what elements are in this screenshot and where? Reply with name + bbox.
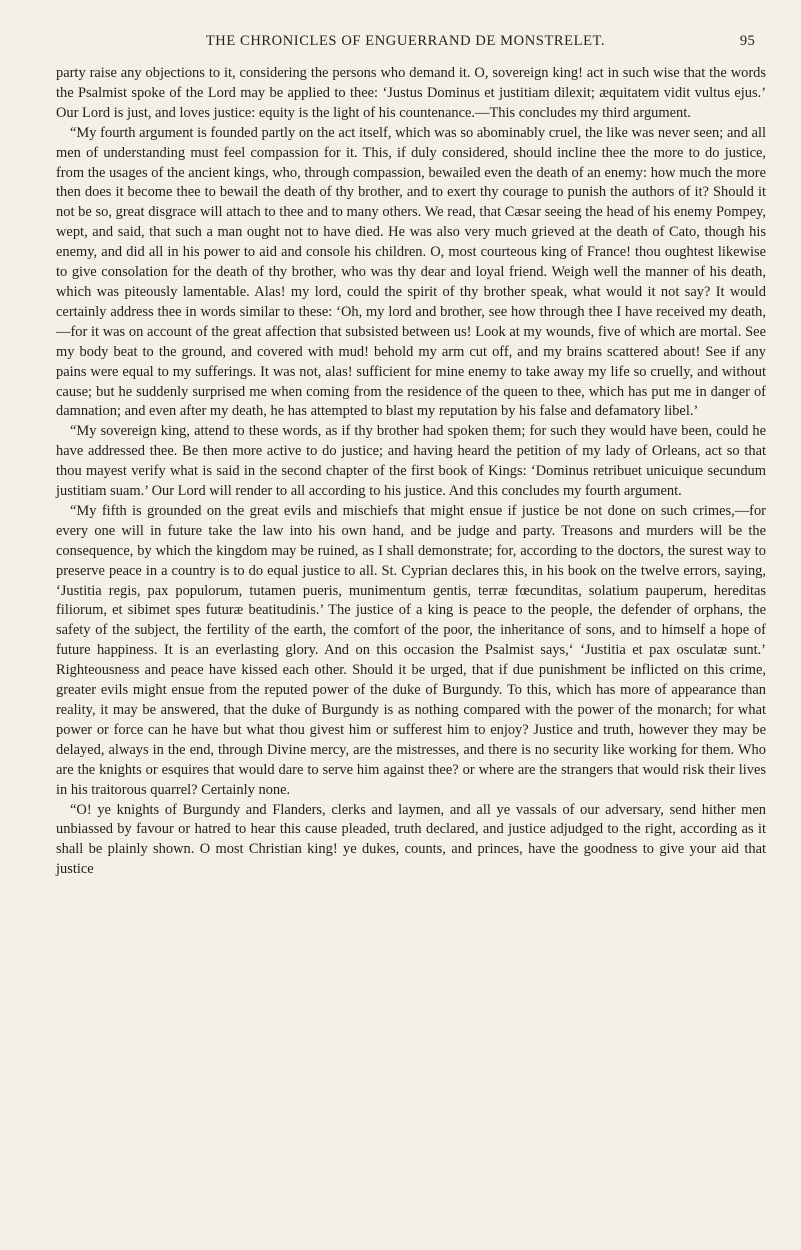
page-number: 95: [739, 33, 755, 49]
paragraph-5: “O! ye knights of Burgundy and Flanders, clerks and laymen, and all ye vassals of our adversary, send hither men unbiassed by favour or hatred to hear this cause pleaded, truth declared, and justice adjudged to the right, according as it shall be plainly shown. O most Christian king! ye dukes, counts, and princes, have the goodness to give your aid that justice: [56, 801, 766, 878]
paragraph-4: “My fifth is grounded on the great evils and mischiefs that might ensue if justice be not done on such crimes,—for every one will in future take the law into his own hand, and be judge and party. Treasons and murders will be the consequence, by which the kingdom may be ruined, as I shall demonstrate; for, according to the doctors, the surest way to preserve peace in a country is to do equal justice to all. St. Cyprian declares this, in his book on the twelve errors, saying, ‘Justitia regis, pax populorum, tutamen pueris, munimentum gentis, terræ fœcunditas, solatium pauperum, hereditas filiorum, et sibimet spes futuræ beatitudinis.’ The justice of a king is peace to the people, the defender of orphans, the safety of the subject, the fertility of the earth, the comfort of the poor, the inheritance of sons, and to himself a hope of future happiness. It is an everlasting glory. And on this occasion the Psalmist says,‘ ‘Justitia et pax osculatæ sunt.’ Righteousness and peace have kissed each other. Should it be urged, that if due punishment be inflicted on this crime, greater evils might ensue from the reputed power of the duke of Burgundy. To this, which has more of appearance than reality, it may be answered, that the duke of Burgundy is as nothing compared with the power of the monarch; for what power or force can he have but what thou givest him or sufferest him to enjoy? Justice and truth, however they may be delayed, always in the end, through Divine mercy, are the mistresses, and there is no security like working for them. Who are the knights or esquires that would dare to serve him against thee? or where are the strangers that would risk their lives in his traitorous quarrel? Certainly none.: [56, 502, 766, 798]
running-header: [56, 30, 755, 50]
body-text: [56, 64, 766, 880]
paragraph-3: “My sovereign king, attend to these words, as if thy brother had spoken them; for such they would have been, could he have addressed thee. Be then more active to do justice; and having heard the petition of my lady of Orleans, act so that thou mayest verify what is said in the second chapter of the first book of Kings: ‘Dominus retribuet unicuique secundum justitiam suam.’ Our Lord will render to all according to his justice. And this concludes my fourth argument.: [56, 423, 766, 500]
paragraph-1: party raise any objections to it, considering the persons who demand it. O, sovereign king! act in such wise that the words the Psalmist spoke of the Lord may be applied to thee: ‘Justus Dominus et justitiam dilexit; æquitatem vidit vultus ejus.’ Our Lord is just, and loves justice: equity is the light of his countenance.—This concludes my third argument.: [56, 65, 766, 121]
running-title: THE CHRONICLES OF ENGUERRAND DE MONSTRELET.: [205, 33, 606, 49]
paragraph-2: “My fourth argument is founded partly on the act itself, which was so abominably cruel, the like was never seen; and all men of understanding must feel compassion for it. This, if duly considered, should incline thee the more to do justice, from the usages of the ancient kings, who, through compassion, bewailed even the death of an enemy: how much the more then does it become thee to bewail the death of thy brother, and to exert thy courage to punish the authors of it? Should it not be so, great disgrace will attach to thee and to many others. We read, that Cæsar seeing the head of his enemy Pompey, wept, and said, that such a man ought not to have died. He was also very much grieved at the death of Cato, though his enemy, and did all in his power to aid and console his children. O, most courteous king of France! thou oughtest likewise to give consolation for the death of thy brother, who was thy dear and loyal friend. Weigh well the manner of his death, which was piteously lamentable. Alas! my lord, could the spirit of thy brother speak, what would it not say? It would certainly address thee in words similar to these: ‘Oh, my lord and brother, see how through thee I have received my death,—for it was on account of the great affection that subsisted between us! Look at my wounds, five of which are mortal. See my body beat to the ground, and covered with mud! behold my arm cut off, and my brains scattered about! See if any pains were equal to my sufferings. It was not, alas! sufficient for mine enemy to take away my life so cruelly, and without cause; but he suddenly surprised me when coming from the residence of the queen to thee, which has put me in danger of damnation; and even after my death, he has attempted to blast my reputation by his false and defamatory libel.’: [56, 124, 766, 420]
